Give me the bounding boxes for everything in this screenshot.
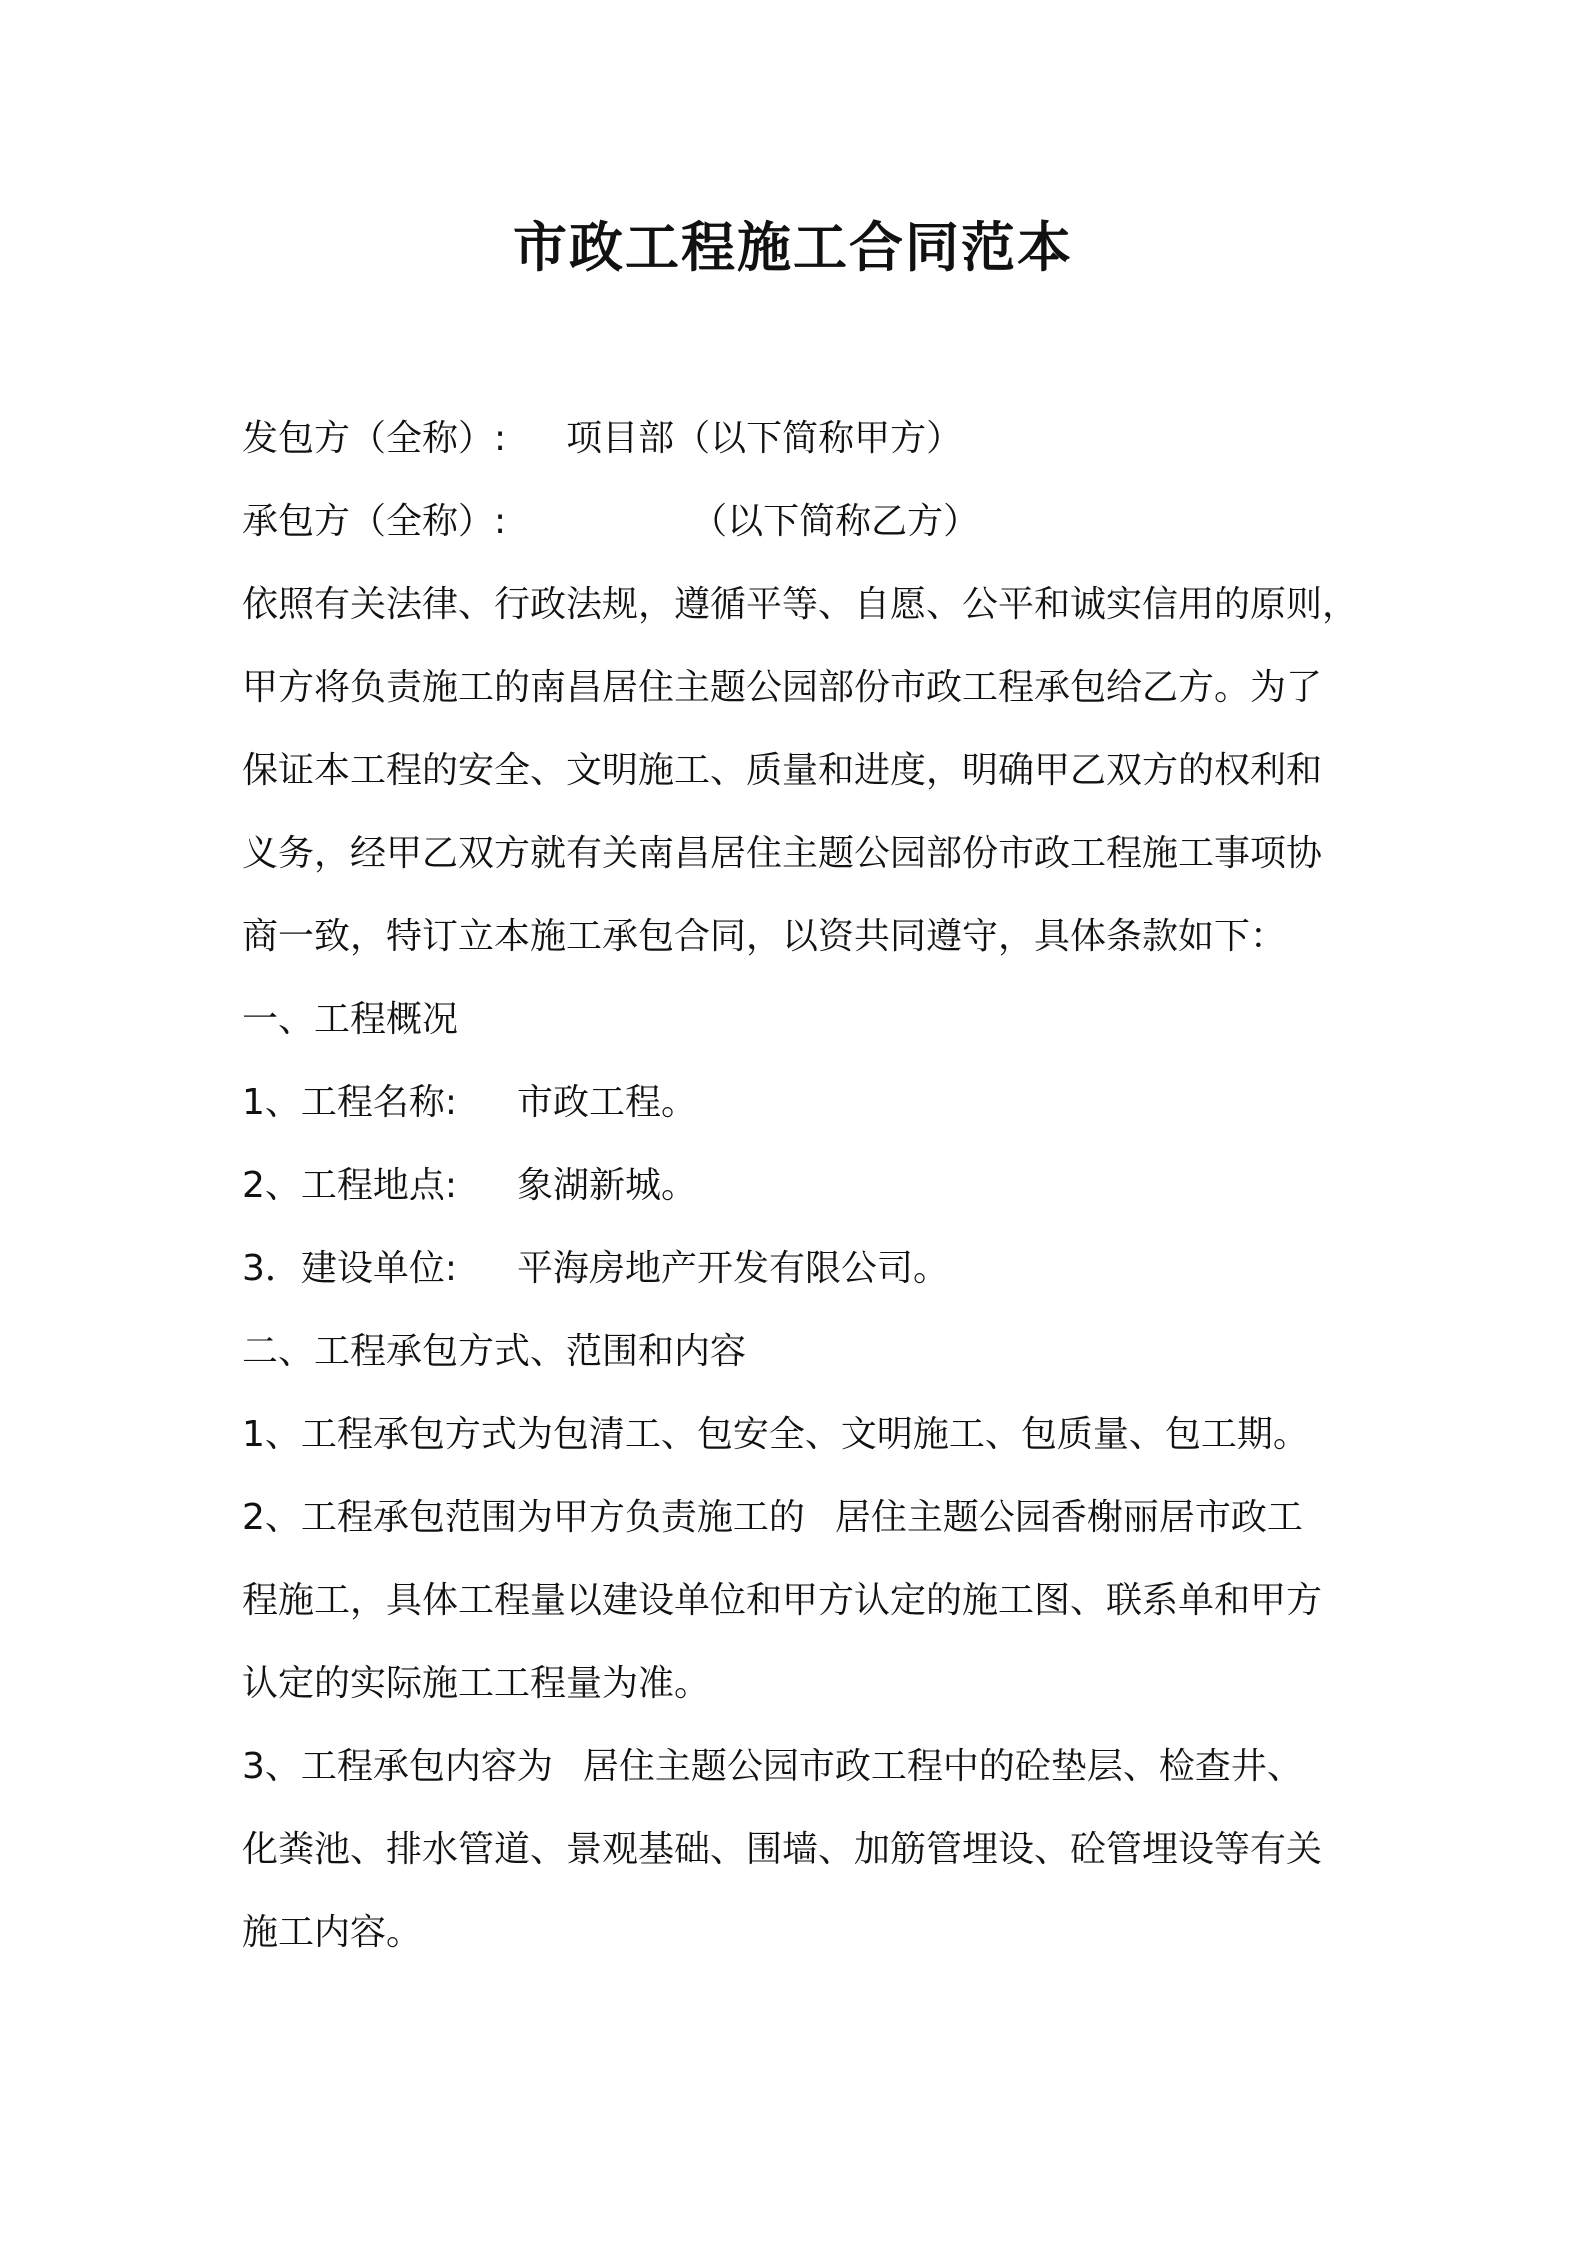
party-b-label: 承包方（全称）: (242, 501, 507, 542)
contract-mode-line: 1、工程承包方式为包清工、包安全、文明施工、包质量、包工期。 (242, 1414, 1309, 1455)
item-label: 2、工程地点: (242, 1165, 458, 1206)
document-body (242, 397, 1362, 1974)
project-name-line (242, 1061, 1362, 1144)
contract-content-line (242, 1725, 1362, 1808)
item-label: 3．建设单位: (242, 1248, 458, 1289)
content-text-a: 3、工程承包内容为 (242, 1746, 553, 1787)
section-heading: 二、工程承包方式、范围和内容 (242, 1331, 747, 1372)
intro-line: 商一致，特订立本施工承包合同，以资共同遵守，具体条款如下： (242, 916, 1287, 957)
project-location-line (242, 1144, 1362, 1227)
party-a-line (242, 397, 1362, 480)
party-a-value: 项目部（以下简称甲方） (566, 418, 963, 459)
item-label: 1、工程名称: (242, 1082, 458, 1123)
contract-scope-line: 程施工，具体工程量以建设单位和甲方认定的施工图、联系单和甲方 (242, 1580, 1323, 1621)
scope-text-b: 居住主题公园香榭丽居市政工 (834, 1497, 1303, 1538)
intro-line: 保证本工程的安全、文明施工、质量和进度，明确甲乙双方的权利和 (242, 750, 1323, 791)
intro-line: 甲方将负责施工的南昌居住主题公园部份市政工程承包给乙方。为了 (242, 667, 1323, 708)
contract-content-line: 化粪池、排水管道、景观基础、围墙、加筋管埋设、砼管埋设等有关 (242, 1829, 1323, 1870)
contract-content-line: 施工内容。 (242, 1912, 423, 1953)
document-title: 市政工程施工合同范本 (513, 216, 1073, 279)
intro-line: 义务，经甲乙双方就有关南昌居住主题公园部份市政工程施工事项协 (242, 833, 1323, 874)
item-value: 市政工程。 (517, 1082, 698, 1123)
item-value: 平海房地产开发有限公司。 (517, 1248, 950, 1289)
intro-line: 依照有关法律、行政法规，遵循平等、自愿、公平和诚实信用的原则， (242, 584, 1359, 625)
item-value: 象湖新城。 (517, 1165, 698, 1206)
party-b-line (242, 480, 1362, 563)
contract-scope-line (242, 1476, 1362, 1559)
content-text-b: 居住主题公园市政工程中的砼垫层、检查井、 (582, 1746, 1303, 1787)
contract-scope-line: 认定的实际施工工程量为准。 (242, 1663, 711, 1704)
section-heading: 一、工程概况 (242, 999, 459, 1040)
party-b-value: （以下简称乙方） (691, 501, 980, 542)
scope-text-a: 2、工程承包范围为甲方负责施工的 (242, 1497, 805, 1538)
party-a-label: 发包方（全称）: (242, 418, 507, 459)
builder-line (242, 1227, 1362, 1310)
